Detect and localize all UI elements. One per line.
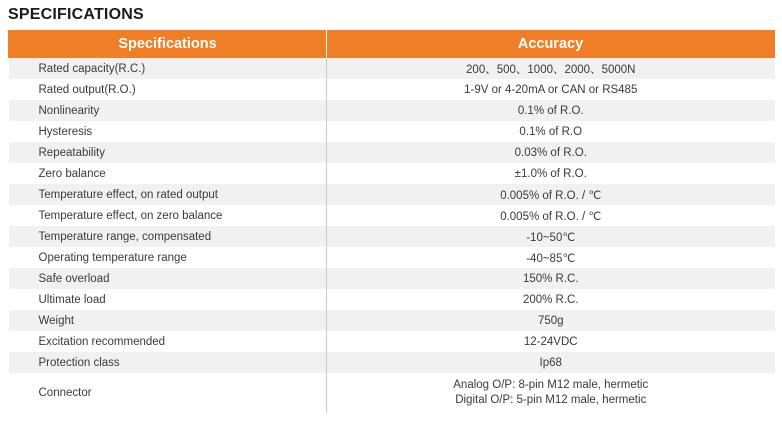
- table-row: [9, 352, 775, 373]
- row-label: Connector: [9, 373, 327, 413]
- row-label: Safe overload: [9, 268, 327, 289]
- row-label: Excitation recommended: [9, 331, 327, 352]
- connector-value-lines: [327, 378, 775, 408]
- row-value: 0.005% of R.O. / ℃: [327, 184, 775, 205]
- column-header-accuracy: Accuracy: [327, 30, 775, 58]
- column-header-specifications: Specifications: [9, 30, 327, 58]
- row-label: Ultimate load: [9, 289, 327, 310]
- table-row: [9, 184, 775, 205]
- row-label: Nonlinearity: [9, 100, 327, 121]
- table-header-row: [9, 30, 775, 58]
- page-title: SPECIFICATIONS: [8, 6, 144, 23]
- table-row: [9, 226, 775, 247]
- row-label: Rated output(R.O.): [9, 79, 327, 100]
- row-label: Zero balance: [9, 163, 327, 184]
- row-value: -40~85℃: [327, 247, 775, 268]
- table-row: [9, 205, 775, 226]
- table-header: [9, 30, 775, 58]
- row-value: 150% R.C.: [327, 268, 775, 289]
- row-label: Hysteresis: [9, 121, 327, 142]
- table-row: [9, 268, 775, 289]
- row-value: 0.1% of R.O: [327, 121, 775, 142]
- connector-analog-line: Analog O/P: 8-pin M12 male, hermetic: [453, 379, 649, 391]
- row-label: Operating temperature range: [9, 247, 327, 268]
- table-row: [9, 331, 775, 352]
- row-label: Rated capacity(R.C.): [9, 58, 327, 79]
- row-label: Weight: [9, 310, 327, 331]
- row-value: 750g: [327, 310, 775, 331]
- table-row: [9, 163, 775, 184]
- row-value: 0.005% of R.O. / ℃: [327, 205, 775, 226]
- table-row: [9, 79, 775, 100]
- table-body: [9, 58, 775, 413]
- connector-digital-line: Digital O/P: 5-pin M12 male, hermetic: [455, 394, 647, 406]
- table-row: [9, 100, 775, 121]
- row-label: Temperature effect, on zero balance: [9, 205, 327, 226]
- row-value: -10~50℃: [327, 226, 775, 247]
- row-value: ±1.0% of R.O.: [327, 163, 775, 184]
- table-row: [9, 310, 775, 331]
- row-value: 0.03% of R.O.: [327, 142, 775, 163]
- table-row-connector: [9, 373, 775, 413]
- table-row: [9, 289, 775, 310]
- row-label: Protection class: [9, 352, 327, 373]
- specifications-table: [8, 30, 775, 413]
- table-row: [9, 247, 775, 268]
- row-label: Temperature effect, on rated output: [9, 184, 327, 205]
- row-value: [327, 373, 775, 413]
- table-row: [9, 121, 775, 142]
- row-value: 12-24VDC: [327, 331, 775, 352]
- table-row: [9, 58, 775, 79]
- table-row: [9, 142, 775, 163]
- row-value: 0.1% of R.O.: [327, 100, 775, 121]
- row-value: 200% R.C.: [327, 289, 775, 310]
- row-value: 200、500、1000、2000、5000N: [327, 58, 775, 79]
- row-value: 1-9V or 4-20mA or CAN or RS485: [327, 79, 775, 100]
- row-value: Ip68: [327, 352, 775, 373]
- row-label: Temperature range, compensated: [9, 226, 327, 247]
- row-label: Repeatability: [9, 142, 327, 163]
